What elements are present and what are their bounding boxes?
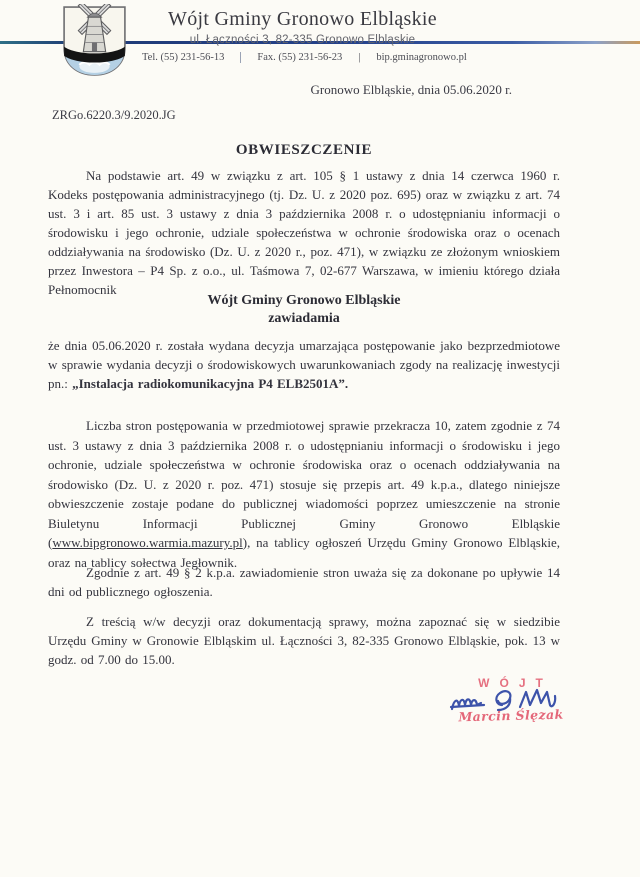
paragraph-legal-basis: Na podstawie art. 49 w związku z art. 105 § 1 ustawy z dnia 14 czerwca 1960 r. Kodeks postępowania administracyjnego (tj. Dz. U. z 2020 poz. 695) oraz w związku z art. 74 ust. 3 i art. 85 ust. 3 ustawy z dnia 3 października 2008 r. o udostępnianiu informacji o środowisku i jego ochronie, udziale społeczeństwa w ochronie środowiska oraz o ocenach oddziaływania na środowisko (Dz. U. z 2020 r., poz. 471), w związku ze złożonym wnioskiem przez Inwestora – P4 Sp. z o.o., ul. Taśmowa 7, 02-677 Warszawa, w imieniu którego działa Pełnomocnik xyxy=(48,168,560,297)
publication-text-before: Liczba stron postępowania w przedmiotowej sprawie przekracza 10, zatem zgodnie z 74 ust. 3 ustawy z dnia 3 października 2008 r. o udostępnianiu informacji o środowisku i jego ochronie, udziale społeczeństwa w ochronie środowiska oraz o ocenach oddziaływania na środowisko (Dz. U. z 2020 r. poz. 471) stosuje się przepis art. 49 k.p.a., dlatego niniejsze obwieszczenie zostaje podane do publicznej wiadomości poprzez umieszczenie na stronie Biuletynu Informacji Publicznej Gminy Gronowo Elbląskie ( xyxy=(48,418,560,550)
paragraph-notification-period: Zgodnie z art. 49 § 2 k.p.a. zawiadomienie stron uważa się za dokonane po upływie 14 dni od publicznego ogłoszenia. xyxy=(48,565,560,599)
paragraph-decision xyxy=(48,336,560,393)
authority-name: Wójt Gminy Gronowo Elbląskie xyxy=(168,8,437,30)
contact-row xyxy=(142,52,467,63)
investment-name: „Instalacja radiokomunikacyjna P4 ELB2501A”. xyxy=(72,376,349,391)
authority-address: ul. Łączności 3, 82-335 Gronowo Elbląskie xyxy=(189,34,416,46)
coat-of-arms-image xyxy=(61,4,128,78)
contact-separator: | xyxy=(358,52,361,63)
subheading-verb: zawiadamia xyxy=(268,310,340,326)
paragraph-inspection-info: Z treścią w/w decyzji oraz dokumentacją sprawy, można zapoznać się w siedzibie Urzędu Gminy w Gronowie Elbląskim ul. Łączności 3, 82-335 Gronowo Elbląskie, pok. 13 w godz. od 7.00 do 15.00. xyxy=(48,614,560,667)
phone-number: Tel. (55) 231-56-13 xyxy=(142,52,225,63)
place-and-date: Gronowo Elbląskie, dnia 05.06.2020 r. xyxy=(310,82,512,97)
subheading xyxy=(40,292,568,327)
letterhead xyxy=(130,8,475,46)
decision-text: że dnia 05.06.2020 r. została wydana decyzja umarzająca postępowanie jako bezprzedmiotowe w sprawie wydania decyzji o środowiskowych uwarunkowaniach zgody na realizację inwestycji pn.: xyxy=(48,338,560,391)
case-reference-number: ZRGo.6220.3/9.2020.JG xyxy=(52,108,176,122)
publication-text-after: ), na tablicy ogłoszeń Urzędu Gminy Gronowo Elbląskie, oraz na tablicy sołectwa Jegłownik. xyxy=(48,535,560,570)
stamp-title: WÓJT xyxy=(478,676,553,690)
signature-block xyxy=(448,676,573,725)
stamp-signer-name: Marcin Ślęzak xyxy=(458,706,564,725)
subheading-authority: Wójt Gminy Gronowo Elbląskie xyxy=(207,293,401,308)
fax-number: Fax. (55) 231-56-23 xyxy=(257,52,343,63)
bip-url: www.bipgronowo.warmia.mazury.pl xyxy=(52,535,243,550)
paragraph-publication xyxy=(48,416,560,572)
contact-divider xyxy=(240,52,241,63)
document-title: OBWIESZCZENIE xyxy=(235,142,373,158)
website-address: bip.gminagronowo.pl xyxy=(376,52,467,63)
